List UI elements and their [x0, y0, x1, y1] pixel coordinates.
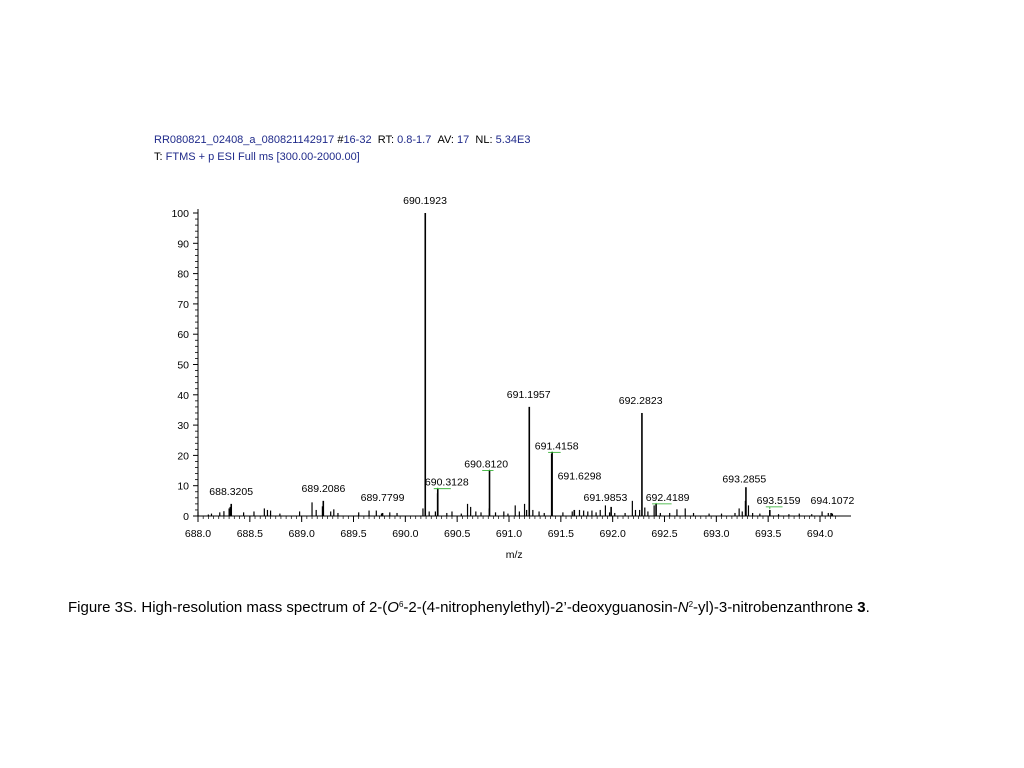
peak-label: 688.3205 — [209, 485, 254, 498]
x-tick-label: 690.0 — [392, 528, 419, 540]
x-axis-label: m/z — [505, 549, 523, 561]
x-tick-label: 688.5 — [236, 528, 263, 540]
figure-caption — [68, 598, 948, 618]
x-tick-label: 693.5 — [755, 528, 782, 540]
chart-peaks — [198, 213, 832, 516]
nl-label: NL: — [475, 134, 493, 146]
t-label: T: — [154, 151, 163, 163]
x-tick-label: 688.0 — [184, 528, 212, 540]
y-tick-label: 20 — [177, 450, 189, 463]
x-tick-label: 689.5 — [340, 528, 367, 540]
peak-label: 691.9853 — [583, 491, 628, 504]
chart-peak-labels — [209, 195, 854, 509]
x-tick-label: 692.5 — [651, 528, 678, 540]
peak-label: 691.4158 — [534, 440, 579, 453]
y-tick-label: 10 — [177, 480, 189, 493]
chart-axes — [171, 208, 851, 561]
caption-sup-6: 6 — [398, 600, 404, 609]
peak-label: 689.7799 — [360, 491, 405, 504]
scan-range: 16-32 — [343, 134, 372, 146]
caption-compound-number: 3 — [857, 599, 866, 616]
peak-label: 694.1072 — [810, 494, 855, 507]
y-tick-label: 50 — [177, 359, 189, 372]
peak-label: 691.6298 — [557, 470, 602, 483]
peak-label: 692.2823 — [618, 394, 663, 407]
nl-value: 5.34E3 — [495, 134, 531, 146]
rt-label: RT: — [377, 134, 395, 146]
raw-file-name: RR080821_02408_a_080821142917 — [154, 134, 335, 146]
peak-label: 689.2086 — [301, 482, 346, 495]
caption-part-2: -2-(4-nitrophenylethyl)-2’-deoxyguanosin- — [403, 599, 678, 616]
x-tick-label: 690.5 — [444, 528, 471, 540]
peak-label: 693.5159 — [756, 494, 801, 507]
caption-n: N — [677, 599, 689, 616]
x-tick-label: 689.0 — [288, 528, 315, 540]
x-tick-label: 694.0 — [806, 528, 834, 540]
y-tick-label: 30 — [177, 420, 189, 433]
av-label: AV: — [437, 134, 454, 146]
y-tick-label: 60 — [177, 329, 189, 342]
scan-filter: FTMS + p ESI Full ms [300.00-2000.00] — [165, 151, 360, 163]
peak-label: 690.1923 — [403, 194, 447, 207]
scan-prefix: # — [337, 134, 344, 146]
peak-label: 693.2855 — [722, 473, 767, 486]
x-tick-label: 691.0 — [495, 528, 523, 540]
peak-label: 690.3128 — [424, 476, 469, 489]
peak-label: 691.1957 — [506, 388, 551, 401]
y-tick-label: 90 — [177, 238, 189, 251]
av-value: 17 — [457, 134, 470, 146]
caption-part-3: -yl)-3-nitrobenzanthrone — [693, 599, 858, 616]
x-tick-label: 692.0 — [599, 528, 626, 540]
caption-o: O — [387, 599, 399, 616]
x-tick-label: 691.5 — [547, 528, 574, 540]
rt-value: 0.8-1.7 — [397, 134, 432, 146]
caption-sup-2: 2 — [688, 600, 694, 609]
y-tick-label: 100 — [171, 208, 189, 220]
y-tick-label: 0 — [183, 511, 189, 523]
caption-part-1: Figure 3S. High-resolution mass spectrum of 2-( — [68, 599, 388, 616]
peak-label: 690.8120 — [464, 458, 509, 471]
y-tick-label: 40 — [177, 389, 189, 402]
caption-end: . — [865, 599, 870, 616]
peak-label: 692.4189 — [645, 491, 690, 504]
y-tick-label: 70 — [177, 298, 189, 311]
x-tick-label: 693.0 — [703, 528, 730, 540]
y-tick-label: 80 — [177, 268, 189, 281]
